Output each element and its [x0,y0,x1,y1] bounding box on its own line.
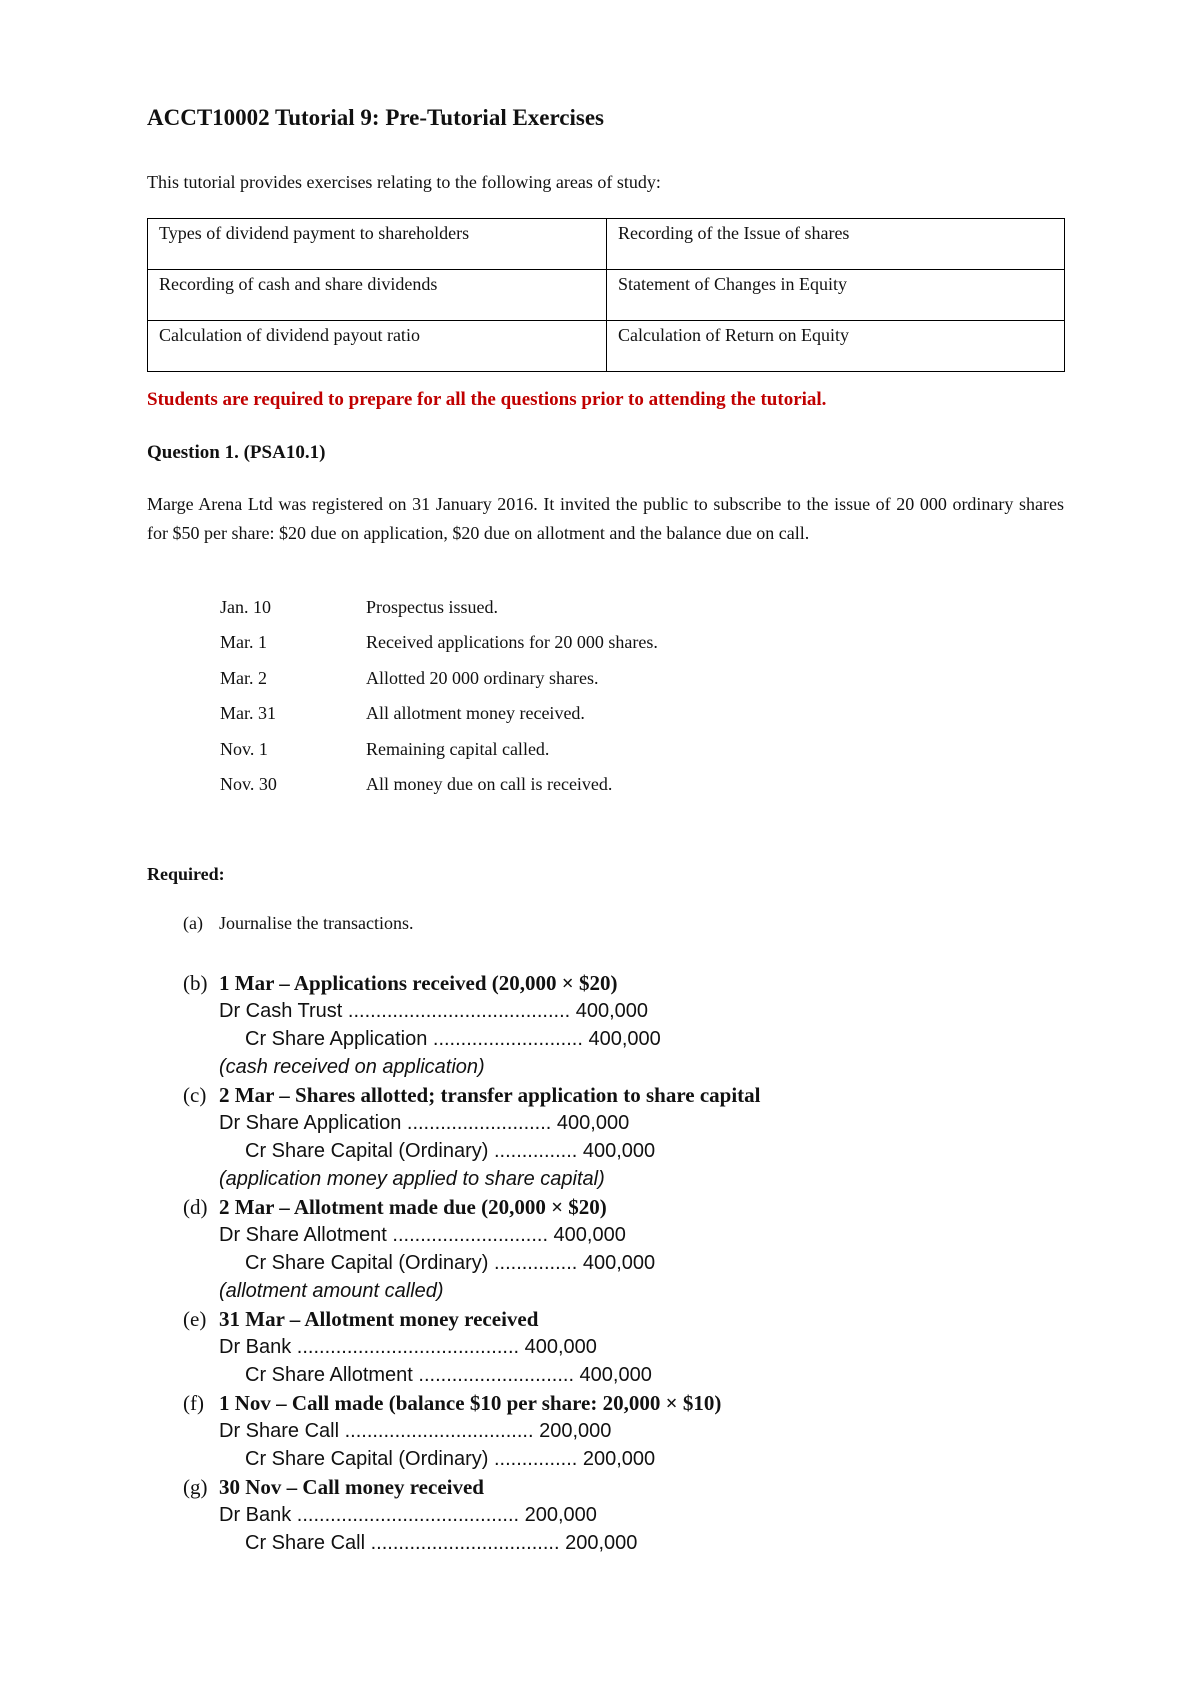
debit-text: Dr Share Call .................................. 200,000 [219,1420,612,1442]
narration-text: (application money applied to share capital) [219,1168,605,1190]
list-item [220,597,920,632]
debit-line [183,997,1083,1025]
event-date: Mar. 1 [220,632,267,653]
event-date: Jan. 10 [220,597,271,617]
entry-label: (b) [183,971,208,995]
debit-line [183,1501,1083,1529]
study-areas-table [147,218,1065,372]
list-item [220,739,920,774]
item-text: Journalise the transactions. [219,913,414,933]
debit-text: Dr Cash Trust ........................................ 400,000 [219,1000,649,1022]
credit-text: Cr Share Allotment ............................ 400,000 [245,1364,652,1386]
journal-heading-line [183,1389,1083,1417]
question-paragraph: Marge Arena Ltd was registered on 31 January 2016. It invited the public to subscribe to the issue of 20 000 ordinary shares for $50 per share: $20 due on application, $20 due on allotment and the balance due on call. [147,494,1064,543]
credit-text: Cr Share Capital (Ordinary) ............... 200,000 [245,1448,656,1470]
debit-text: Dr Bank ........................................ 400,000 [219,1336,597,1358]
credit-line [183,1445,1083,1473]
narration-text: (allotment amount called) [219,1280,444,1302]
table-row [148,321,1065,372]
debit-line [183,1109,1083,1137]
entry-label: (f) [183,1391,204,1415]
credit-text: Cr Share Capital (Ordinary) ............... 400,000 [245,1140,656,1162]
entry-label: (g) [183,1475,208,1499]
entry-heading: 2 Mar – Allotment made due (20,000 × $20) [219,1195,607,1219]
credit-line [183,1025,1083,1053]
entry-heading: 2 Mar – Shares allotted; transfer application to share capital [219,1083,761,1107]
credit-text: Cr Share Application ........................... 400,000 [245,1028,661,1050]
debit-line [183,1221,1083,1249]
intro-text: This tutorial provides exercises relating to the following areas of study: [147,172,661,192]
table-cell: Recording of the Issue of shares [607,219,1065,270]
credit-line [183,1529,1083,1557]
credit-line [183,1361,1083,1389]
event-date: Nov. 1 [220,738,268,759]
narration-text: (cash received on application) [219,1056,485,1078]
list-item [220,632,920,667]
narration-line [183,1165,1083,1193]
event-text: Received applications for 20 000 shares. [366,632,658,653]
list-item [220,668,920,703]
credit-text: Cr Share Call .................................. 200,000 [245,1532,638,1554]
journal-heading-line [183,1305,1083,1333]
entry-heading: 30 Nov – Call money received [219,1475,484,1499]
credit-line [183,1137,1083,1165]
table-cell: Calculation of dividend payout ratio [148,321,607,372]
entry-label: (e) [183,1307,207,1331]
document-title: ACCT10002 Tutorial 9: Pre-Tutorial Exercises [147,105,605,130]
credit-line [183,1249,1083,1277]
table-cell: Types of dividend payment to shareholders [148,219,607,270]
item-label: (a) [183,913,203,933]
preparation-notice: Students are required to prepare for all the questions prior to attending the tutorial. [147,389,827,410]
entry-label: (c) [183,1083,207,1107]
list-item [220,774,920,809]
journal-heading-line [183,969,1083,997]
entry-heading: 1 Nov – Call made (balance $10 per share: 20,000 × $10) [219,1391,722,1415]
debit-text: Dr Share Allotment ............................ 400,000 [219,1224,626,1246]
entry-heading: 31 Mar – Allotment money received [219,1307,539,1331]
event-date: Mar. 31 [220,703,276,724]
event-text: All allotment money received. [366,703,585,724]
debit-line [183,1417,1083,1445]
narration-line [183,1053,1083,1081]
event-list [220,597,920,809]
question-heading: Question 1. (PSA10.1) [147,442,326,463]
table-row [148,219,1065,270]
required-heading: Required: [147,864,225,884]
list-item [220,703,920,738]
entry-heading: 1 Mar – Applications received (20,000 × $20) [219,971,618,995]
event-text: Prospectus issued. [366,597,498,617]
table-cell: Calculation of Return on Equity [607,321,1065,372]
narration-line [183,1277,1083,1305]
credit-text: Cr Share Capital (Ordinary) ............... 400,000 [245,1252,656,1274]
event-text: All money due on call is received. [366,773,613,794]
table-cell: Recording of cash and share dividends [148,270,607,321]
debit-text: Dr Share Application .......................... 400,000 [219,1112,630,1134]
event-date: Mar. 2 [220,667,267,688]
debit-text: Dr Bank ........................................ 200,000 [219,1504,597,1526]
debit-line [183,1333,1083,1361]
entry-label: (d) [183,1195,208,1219]
table-cell: Statement of Changes in Equity [607,270,1065,321]
journal-entries [183,969,1083,1557]
journal-heading-line [183,1193,1083,1221]
table-row [148,270,1065,321]
event-text: Remaining capital called. [366,738,550,759]
journal-heading-line [183,1081,1083,1109]
event-date: Nov. 30 [220,773,277,794]
journal-heading-line [183,1473,1083,1501]
event-text: Allotted 20 000 ordinary shares. [366,667,599,688]
